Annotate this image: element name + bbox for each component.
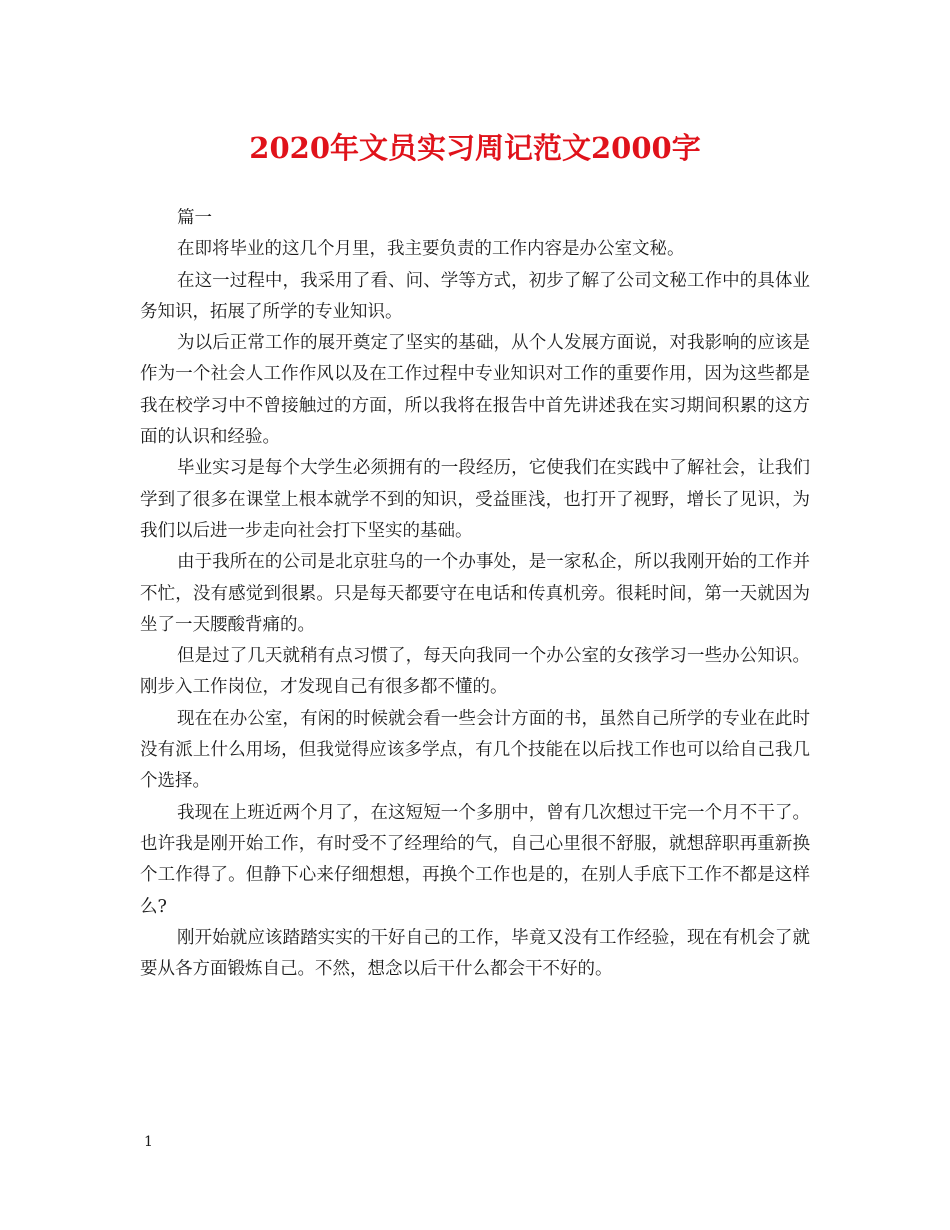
paragraph: 在即将毕业的这几个月里，我主要负责的工作内容是办公室文秘。 bbox=[177, 239, 685, 260]
paragraph: 现在在办公室，有闲的时候就会看一些会计方面的书，虽然自己所学的专业在此时没有派上什么用场，但我觉得应该多学点，有几个技能在以后找工作也可以给自己我几个选择。 bbox=[140, 708, 810, 792]
paragraph: 毕业实习是每个大学生必须拥有的一段经历，它使我们在实践中了解社会，让我们学到了很多在课堂上根本就学不到的知识，受益匪浅，也打开了视野，增长了见识，为我们以后进一步走向社会打下坚实的基础。 bbox=[140, 458, 810, 541]
paragraph: 在这一过程中，我采用了看、问、学等方式，初步了解了公司文秘工作中的具体业务知识，拓展了所学的专业知识。 bbox=[140, 270, 810, 322]
paragraph: 但是过了几天就稍有点习惯了，每天向我同一个办公室的女孩学习一些办公知识。刚步入工作岗位，才发现自己有很多都不懂的。 bbox=[140, 646, 810, 698]
paragraph-section-heading: 篇一 bbox=[177, 208, 212, 228]
paragraph: 为以后正常工作的展开奠定了坚实的基础，从个人发展方面说，对我影响的应该是作为一个社会人工作作风以及在工作过程中专业知识对工作的重要作用，因为这些都是我在校学习中不曾接触过的方面，所以我将在报告中首先讲述我在实习期间积累的这方面的认识和经验。 bbox=[140, 333, 810, 448]
document-body bbox=[140, 203, 810, 985]
paragraph: 我现在上班近两个月了，在这短短一个多朋中，曾有几次想过干完一个月不干了。也许我是刚开始工作，有时受不了经理给的气，自己心里很不舒服，就想辞职再重新换个工作得了。但静下心来仔细想想，再换个工作也是的，在别人手底下工作不都是这样么? bbox=[140, 802, 810, 917]
paragraph: 刚开始就应该踏踏实实的干好自己的工作，毕竟又没有工作经验，现在有机会了就要从各方面锻炼自己。不然，想念以后干什么都会干不好的。 bbox=[140, 927, 810, 980]
paragraph: 由于我所在的公司是北京驻乌的一个办事处，是一家私企，所以我刚开始的工作并不忙，没有感觉到很累。只是每天都要守在电话和传真机旁。很耗时间，第一天就因为坐了一天腰酸背痛的。 bbox=[140, 552, 810, 635]
page-number: 1 bbox=[144, 1134, 153, 1150]
document-title: 2020年文员实习周记范文2000字 bbox=[249, 131, 701, 165]
